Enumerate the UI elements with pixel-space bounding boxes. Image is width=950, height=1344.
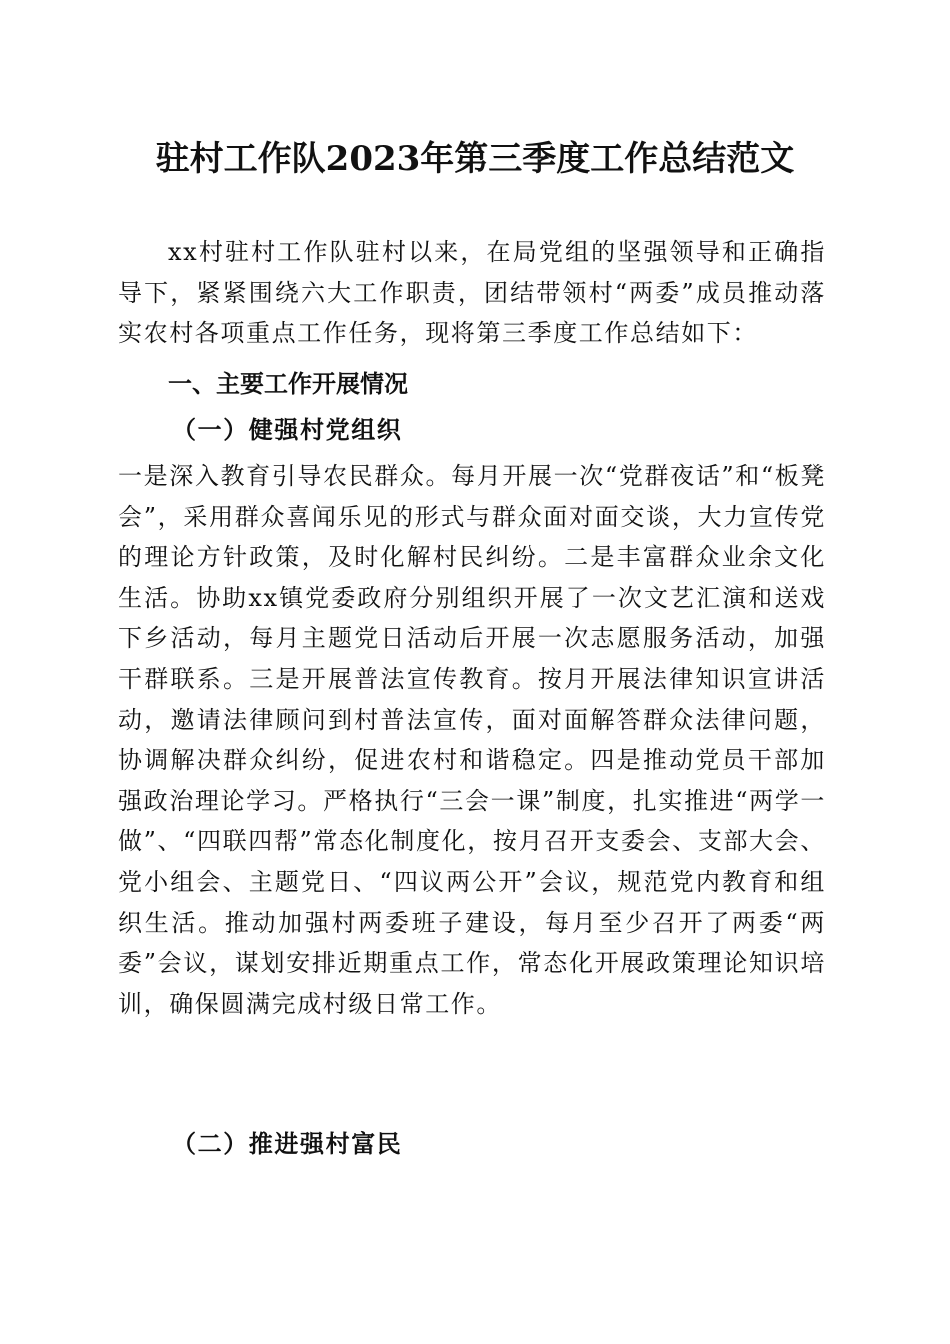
intro-paragraph: xx村驻村工作队驻村以来，在局党组的坚强领导和正确指导下，紧紧围绕六大工作职责，团结带领村“两委”成员推动落实农村各项重点工作任务，现将第三季度工作总结如下： [118,238,826,348]
subsection-body-party-organization: 一是深入教育引导农民群众。每月开展一次“党群夜话”和“板凳会”，采用群众喜闻乐见的形式与群众面对面交谈，大力宣传党的理论方针政策，及时化解村民纠纷。二是丰富群众业余文化生活。协助xx镇党委政府分别组织开展了一次文艺汇演和送戏下乡活动，每月主题党日活动后开展一次志愿服务活动，加强干群联系。三是开展普法宣传教育。按月开展法律知识宣讲活动，邀请法律顾问到村普法宣传，面对面解答群众法律问题，协调解决群众纠纷，促进农村和谐稳定。四是推动党员干部加强政治理论学习。严格执行“三会一课”制度，扎实推进“两学一做”、“四联四帮”常态化制度化，按月召开支委会、支部大会、党小组会、主题党日、“四议两公开”会议，规范党内教育和组织生活。推动加强村两委班子建设，每月至少召开了两委“两委”会议，谋划安排近期重点工作，常态化开展政策理论知识培训，确保圆满完成村级日常工作。 [118,462,826,1018]
subsection-heading-village-prosperity: （二）推进强村富民 [172,1129,403,1158]
subsection-heading-party-organization: （一）健强村党组织 [172,415,403,444]
section-heading-main-work: 一、主要工作开展情况 [168,370,408,398]
document-title: 驻村工作队2023年第三季度工作总结范文 [155,139,795,179]
